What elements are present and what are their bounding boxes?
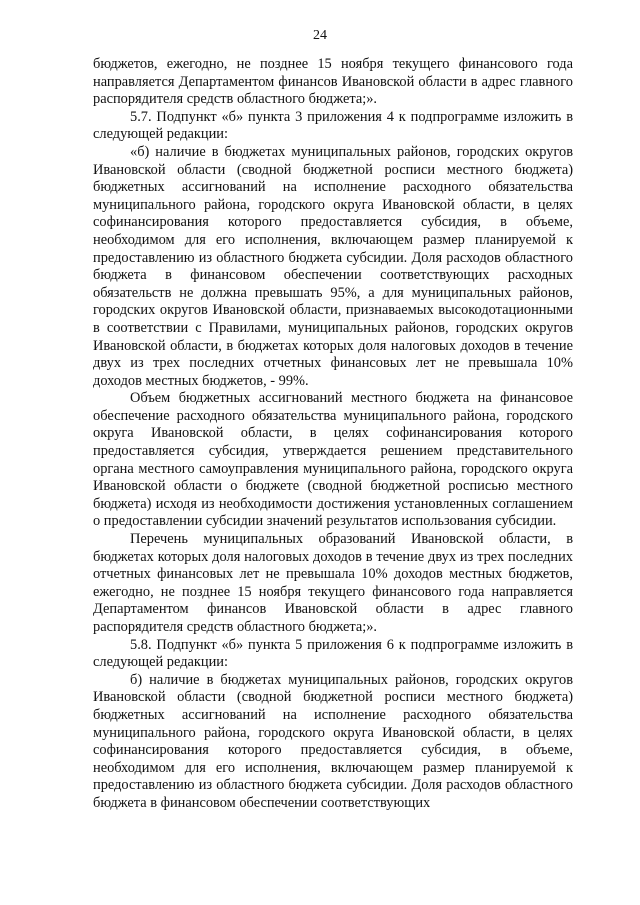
- document-body: [93, 56, 573, 813]
- paragraph-item-5-8: 5.8. Подпункт «б» пункта 5 приложения 6 к подпрограмме изложить в следующей редакции:: [93, 636, 573, 671]
- paragraph-subitem-b-2: б) наличие в бюджетах муниципальных районов, городских округов Ивановской области (сводной бюджетной росписи местного бюджета) бюджетных ассигнований на исполнение расходного обязательства муниципального района, городского округа Ивановской области, в целях софинансирования которого предоставляется субсидия, в объеме, необходимом для его исполнения, включающем размер планируемой к предоставлению из областного бюджета субсидии. Доля расходов областного бюджета в финансовом обеспечении соответствующих: [93, 671, 573, 811]
- paragraph-item-5-7: 5.7. Подпункт «б» пункта 3 приложения 4 к подпрограмме изложить в следующей редакции:: [93, 108, 573, 143]
- paragraph-continuation: бюджетов, ежегодно, не позднее 15 ноября текущего финансового года направляется Департаментом финансов Ивановской области в адрес главного распорядителя средств областного бюджета;».: [93, 56, 573, 108]
- paragraph-subitem-b-1: «б) наличие в бюджетах муниципальных районов, городских округов Ивановской области (сводной бюджетной росписи местного бюджета) бюджетных ассигнований на исполнение расходного обязательства муниципального района, городского округа Ивановской области, в целях софинансирования которого предоставляется субсидия, в объеме, необходимом для его исполнения, включающем размер планируемой к предоставлению из областного бюджета субсидии. Доля расходов областного бюджета в финансовом обеспечении соответствующих расходных обязательств не должна превышать 95%, а для муниципальных районов, городских округов Ивановской области, признаваемых высокодотационными в соответствии с Правилами, муниципальных районов, городских округов Ивановской области, в бюджетах которых доля налоговых доходов в течение двух из трех последних отчетных финансовых лет не превышала 10% доходов местных бюджетов, - 99%.: [93, 143, 573, 389]
- paragraph-budget-volume: Объем бюджетных ассигнований местного бюджета на финансовое обеспечение расходного обязательства муниципального района, городского округа Ивановской области, в целях софинансирования которого предоставляется субсидия, утверждается решением представительного органа местного самоуправления муниципального района, городского округа Ивановской области о бюджете (сводной бюджетной росписью местного бюджета) исходя из необходимости достижения установленных соглашением о предоставлении субсидии значений результатов использования субсидии.: [93, 390, 573, 530]
- paragraph-municipal-list: Перечень муниципальных образований Ивановской области, в бюджетах которых доля налоговых доходов в течение двух из трех последних отчетных финансовых лет не превышала 10% доходов местных бюджетов, ежегодно, не позднее 15 ноября текущего финансового года направляется Департаментом финансов Ивановской области в адрес главного распорядителя средств областного бюджета;».: [93, 531, 573, 635]
- page-number: 24: [313, 28, 327, 43]
